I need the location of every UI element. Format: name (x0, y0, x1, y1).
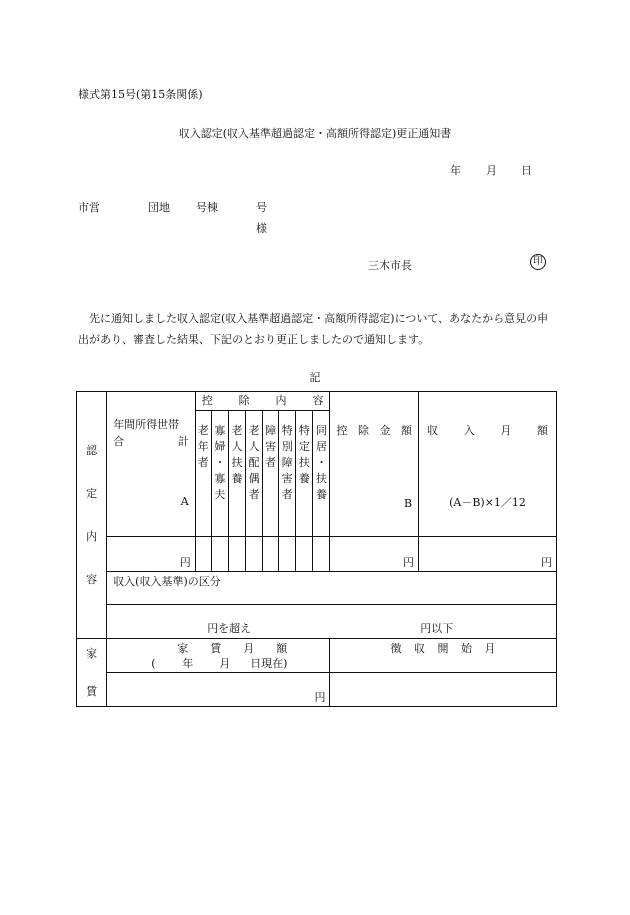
side-char: 賃 (86, 684, 98, 698)
deduction-amount-cell-8 (313, 537, 330, 572)
deduction-amount-letter: B (403, 497, 413, 510)
deduction-col-elderly-spouse: 老 人 配 偶 者 (246, 411, 263, 537)
deduction-col-elderly-dependent: 老 人 扶 養 (228, 411, 245, 537)
rent-header: 家 賃 月 額 ( 年 月 日現在) (107, 639, 330, 673)
seal-mark: 印 (530, 254, 546, 270)
collection-start-header: 徴 収 開 始 月 (330, 639, 557, 673)
notice-table (76, 391, 557, 707)
deduction-col-special-disabled: 特 別 障 害 者 (279, 411, 296, 537)
mayor-title: 三木市長 (368, 259, 412, 272)
date-month-label: 月 (486, 164, 497, 177)
side-char: 家 (86, 646, 98, 660)
annual-income-letter: A (180, 495, 189, 508)
annual-income-label-2b: 計 (177, 435, 189, 448)
date-year-label: 年 (450, 164, 461, 177)
address-complex: 団地 (148, 201, 170, 214)
side-char: 認 (86, 443, 98, 457)
annual-income-label-2a: 合 (113, 435, 125, 448)
document-title: 収入認定(収入基準超過認定・高額所得認定)更正通知書 (178, 127, 452, 140)
deduction-header: 控 除 内 容 (195, 392, 330, 411)
deduction-col-cohabiting-dependent: 同 居 ・ 扶 養 (313, 411, 330, 537)
deduction-col-elderly: 老 年 者 (195, 411, 211, 537)
annual-income-yen: 円 (107, 537, 196, 572)
deduction-amount-cell-5 (263, 537, 279, 572)
income-category-label: 収入(収入基準)の区分 (107, 572, 557, 605)
annual-income-cell (107, 392, 196, 537)
form-number: 様式第15号(第15条関係) (78, 88, 203, 101)
rent-yen: 円 (107, 673, 330, 707)
address-building: 号棟 (196, 201, 218, 214)
address-city-housing: 市営 (78, 201, 100, 214)
income-formula: (A－B)×1／12 (449, 496, 526, 509)
collection-start-value (330, 673, 557, 707)
over-yen-label: 円を超え (207, 622, 252, 635)
deduction-amount-yen: 円 (330, 537, 419, 572)
deduction-amount-cell-4 (246, 537, 263, 572)
side-char: 内 (86, 529, 98, 543)
ki-heading: 記 (309, 371, 321, 384)
notice-body: 先に通知しました収入認定(収入基準超過認定・高額所得認定)について、あなたから意見の申出があり、審査した結果、下記のとおり更正しましたので通知します。 (78, 312, 549, 346)
monthly-income-cell: 収 入 月 額 (A－B)×1／12 (419, 392, 557, 537)
annual-income-label-1: 年間所得世帯 (113, 418, 180, 431)
deduction-amount-cell-1 (195, 537, 211, 572)
deduction-amount-cell-6 (279, 537, 296, 572)
deduction-amount-cell-7 (296, 537, 313, 572)
date-day-label: 日 (521, 164, 532, 177)
deduction-col-specific-dependent: 特 定 扶 養 (296, 411, 313, 537)
side-char: 定 (86, 486, 98, 500)
income-category-range (107, 623, 557, 639)
deduction-col-widow: 寡 婦 ・ 寡 夫 (211, 411, 228, 537)
address-unit: 号 (256, 201, 267, 214)
deduction-col-disabled: 障 害 者 (263, 411, 279, 537)
under-yen-label: 円以下 (420, 622, 454, 635)
nintei-side-label (77, 392, 107, 639)
deduction-amount-cell: 控 除 金 額 B (330, 392, 419, 537)
address-honorific: 様 (256, 222, 267, 235)
income-category-blank (107, 605, 557, 623)
yachin-side-label (77, 639, 107, 707)
monthly-income-yen: 円 (419, 537, 557, 572)
side-char: 容 (86, 572, 98, 586)
deduction-amount-cell-2 (211, 537, 228, 572)
deduction-amount-cell-3 (228, 537, 245, 572)
